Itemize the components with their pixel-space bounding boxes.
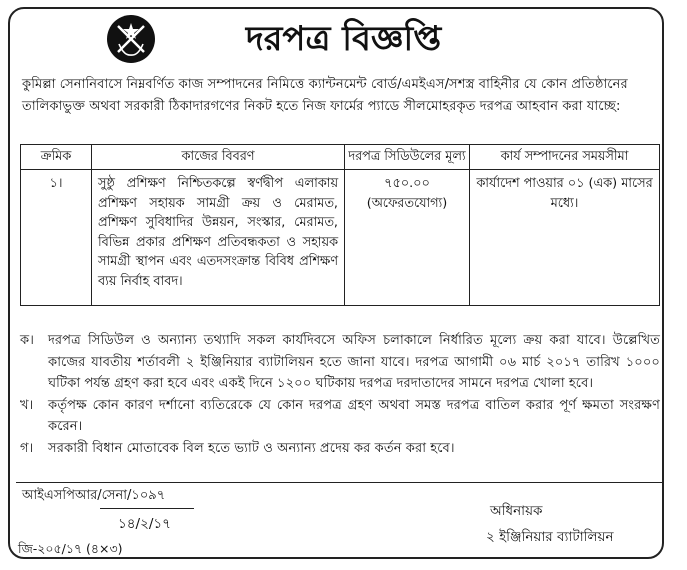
row-serial: ১। xyxy=(21,170,92,306)
note-label: গ। xyxy=(20,440,34,456)
note-text: দরপত্র সিডিউল ও অন্যান্য তথ্যাদি সকল কার্যদিবসে অফিস চলাকালে নির্ধারিত মূল্যে ক্রয় করা যাবে। উল্লেখিত কাজের যাবতীয় শর্তাবলী ২ ইঞ্জিনিয়ার ব্যাটালিয়ন হতে জানা যাবে। দরপত্র আগামী ০৬ মার্চ ২০১৭ তারিখ ১০০০ ঘটিকা পর্যন্ত গ্রহণ করা হবে এবং একই দিনে ১২০০ ঘটিকায় দরপত্র দরদাতাদের সামনে দরপত্র খোলা হবে। xyxy=(48,333,660,391)
notes-list xyxy=(20,330,660,459)
header-description: কাজের বিবরণ xyxy=(92,145,345,170)
note-text: সরকারী বিধান মোতাবেক বিল হতে ভ্যাট ও অন্যান্য প্রদেয় কর কর্তন করা হবে। xyxy=(48,440,455,456)
intro-paragraph: কুমিল্লা সেনানিবাসে নিম্নবর্ণিত কাজ সম্পাদনের নিমিত্তে ক্যান্টনমেন্ট বোর্ড/এমইএস/সশস্ত্র বাহিনীর যে কোন প্রতিষ্ঠানের তালিকাভুক্ত অথবা সরকারী ঠিকাদারগণের নিকট হতে নিজ ফার্মের প্যাডে সীলমোহরকৃত দরপত্র আহবান করা যাচ্ছে: xyxy=(22,77,628,114)
note-label: ক। xyxy=(20,333,34,348)
reference-number: আইএসপিআর/সেনা/১০৯৭ xyxy=(22,488,166,503)
note-text: কর্তৃপক্ষ কোন কারণ দর্শানো ব্যতিরেকে যে কোন দরপত্র গ্রহণ অথবা সমস্ত দরপত্র বাতিল করার পূর্ণ ক্ষমতা সংরক্ষণ করেন। xyxy=(48,397,660,434)
row-time-limit: কার্যাদেশ পাওয়ার ০১ (এক) মাসের মধ্যে। xyxy=(470,170,660,306)
table-row xyxy=(21,170,660,306)
signatory-title: অধিনায়ক xyxy=(490,503,543,519)
note-item xyxy=(20,395,660,438)
row-fee-cell xyxy=(345,170,470,306)
note-item xyxy=(20,438,660,460)
date-divider xyxy=(100,508,194,509)
row-fee: ৭৫০.০০ xyxy=(384,176,430,191)
row-description: সুষ্ঠু প্রশিক্ষণ নিশ্চিতকল্পে স্বর্ণদ্বীপ এলাকায় প্রশিক্ষণ সহায়ক সামগ্রী ক্রয় ও মেরামত, প্রশিক্ষণ সুবিধাদির উন্নয়ন, সংস্কার, মেরামত, বিভিন্ন প্রকার প্রশিক্ষণ প্রতিবন্ধকতা ও সহায়ক সামগ্রী স্থাপন এবং এতদসংক্রান্ত বিবিধ প্রশিক্ষণ ব্যয় নির্বাহ বাবদ। xyxy=(92,170,345,306)
header-schedule-fee: দরপত্র সিডিউলের মূল্য xyxy=(345,145,470,170)
row-fee-note: (অফেরতযোগ্য) xyxy=(366,196,448,211)
table-header-row xyxy=(21,145,660,170)
header-time-limit: কার্য সম্পাদনের সময়সীমা xyxy=(470,145,660,170)
signatory-unit: ২ ইঞ্জিনিয়ার ব্যাটালিয়ন xyxy=(486,529,614,545)
footer-code: জি-২০৫/১৭ (৪×৩) xyxy=(18,541,123,556)
notice-title: দরপত্র বিজ্ঞপ্তি xyxy=(245,19,442,59)
note-item xyxy=(20,330,660,395)
issue-date: ১৪/২/১৭ xyxy=(118,516,171,532)
footer-divider xyxy=(16,482,664,483)
note-label: খ। xyxy=(20,397,34,413)
tender-table xyxy=(20,144,660,306)
header-serial: ক্রমিক xyxy=(21,145,92,170)
